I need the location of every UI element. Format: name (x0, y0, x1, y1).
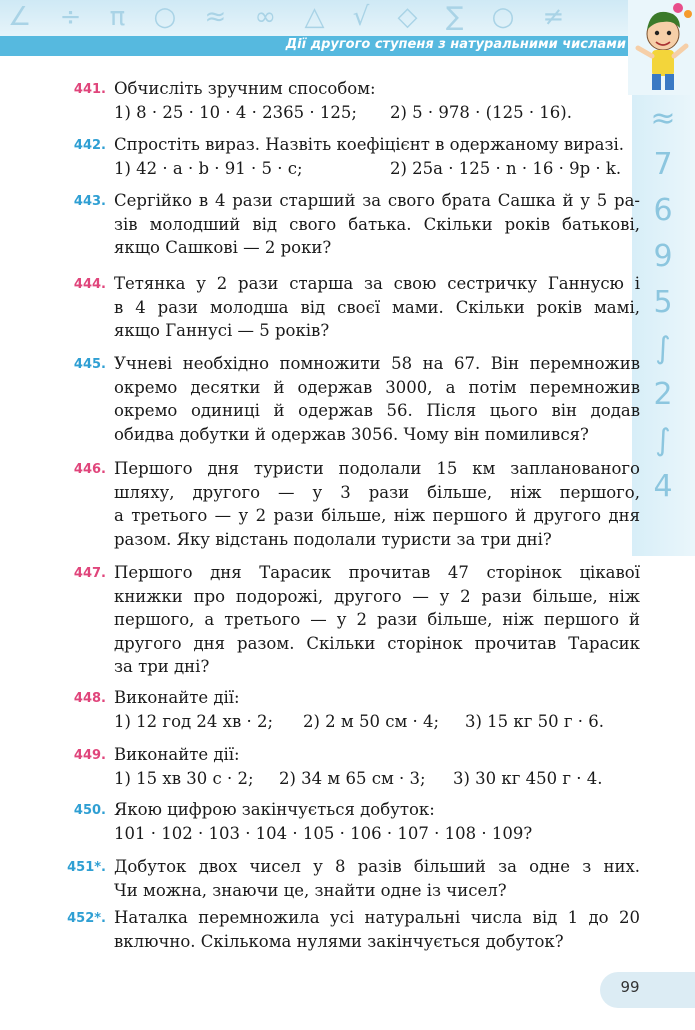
exercise-text-line: Добуток двох чисел у 8 разів більший за одне з них. (114, 857, 640, 876)
exercise-text-line: шляху, другого — у 3 рази більше, ніж першого, (114, 482, 640, 502)
part-1: 1) 12 год 24 хв · 2; (114, 711, 274, 731)
top-decorative-strip (0, 0, 695, 36)
exercise-text-line: Чи можна, знаючи це, знайти одне із чисел? (114, 880, 507, 900)
exercise-answer-line (114, 157, 640, 181)
exercise-text-line: якщо Ганнусі — 5 років? (114, 321, 330, 340)
exercise-text-line: Виконайте дії: (114, 688, 240, 707)
exercise-text-line: 101 · 102 · 103 · 104 · 105 · 106 · 107 · 108 · 109? (114, 823, 533, 843)
exercise-number: 443. (73, 194, 106, 209)
exercise-text-line: Спростіть вираз. Назвіть коефіцієнт в одержаному виразі. (114, 135, 625, 154)
section-title: Дії другого ступеня з натуральними числами (285, 37, 626, 52)
exercise-text-line: Якою цифрою закінчується добуток: (114, 800, 435, 819)
header-band (0, 36, 632, 56)
exercise-number: 446. (73, 462, 106, 477)
exercise-text-line: разом. Яку відстань подолали туристи за три дні? (114, 529, 552, 549)
part-2: 2) 5 · 978 · (125 · 16). (390, 102, 572, 122)
exercise-text-line: обидва добутки й одержав 3056. Чому він помилився? (114, 424, 589, 444)
exercise-text-line: Обчисліть зручним способом: (114, 79, 376, 98)
exercise-text-line: книжки про подорожі, другого — у 2 рази більше, ніж (114, 586, 640, 606)
exercise-text-line: якщо Сашкові — 2 роки? (114, 238, 332, 257)
exercise-number: 441. (73, 82, 106, 97)
exercise-number: 442. (73, 138, 106, 153)
exercise-text-line: Тетянка у 2 рази старша за свою сестричку Ганнусю і (114, 274, 640, 293)
exercise-number: 448. (73, 691, 106, 706)
exercise-number: 451*. (67, 860, 106, 875)
exercise-text-line: Учневі необхідно помножити 58 на 67. Він перемножив (114, 354, 640, 373)
exercise-text-line: Сергійко в 4 рази старший за свого брата Сашка й у 5 ра- (114, 191, 640, 210)
page-number: 99 (620, 978, 640, 996)
exercise-text-line: окремо десятки й одержав 3000, а потім перемножив (114, 377, 640, 397)
exercise-text-line: Першого дня туристи подолали 15 км запланованого (114, 459, 640, 478)
part-1: 1) 42 · a · b · 91 · 5 · c; (114, 158, 303, 178)
part-2: 2) 34 м 65 см · 3; (279, 768, 426, 788)
exercise-text-line: а третього — у 2 рази більше, ніж першого й другого дня (114, 506, 640, 525)
exercise-text-line: Виконайте дії: (114, 745, 240, 764)
part-2: 2) 25a · 125 · n · 16 · 9p · k. (390, 158, 622, 178)
exercise-text-line: в 4 рази молодша від своєї мами. Скільки років мамі, (114, 297, 640, 317)
part-1: 1) 8 · 25 · 10 · 4 · 2365 · 125; (114, 102, 357, 122)
exercise-text-line: включно. Скількома нулями закінчується добуток? (114, 931, 564, 951)
part-1: 1) 15 хв 30 с · 2; (114, 768, 254, 788)
exercise-answer-line (114, 767, 640, 791)
part-3: 3) 30 кг 450 г · 4. (453, 768, 603, 788)
exercise-text-line: Першого дня Тарасик прочитав 47 сторінок цікавої (114, 563, 640, 582)
exercise-number: 444. (73, 277, 106, 292)
exercise-number: 447. (73, 566, 106, 581)
part-3: 3) 15 кг 50 г · 6. (465, 711, 604, 731)
exercise-number: 450. (73, 803, 106, 818)
exercise-number: 452*. (67, 911, 106, 926)
exercise-answer-line (114, 101, 640, 125)
exercise-text-line: першого, а третього — у 2 рази більше, ніж першого й (114, 610, 640, 629)
math-doodles-decoration: ∠ ÷ π ○ ≈ ∞ △ √ ◇ ∑ ○ ≠ (8, 2, 575, 32)
exercise-number: 445. (73, 357, 106, 372)
exercise-text-line: окремо одиниці й одержав 56. Після цього він додав (114, 401, 640, 420)
number-doodles-decoration: ≈ 7 6 9 5 ∫ 2 ∫ 4 (650, 101, 676, 504)
exercise-text-line: зів молодший від свого батька. Скільки років батькові, (114, 214, 640, 234)
exercise-number: 449. (73, 748, 106, 763)
exercise-answer-line (114, 710, 640, 734)
right-decorative-strip (632, 36, 695, 556)
exercise-text-line: Наталка перемножила усі натуральні числа від 1 до 20 (114, 908, 640, 927)
exercise-text-line: другого дня разом. Скільки сторінок прочитав Тарасик (114, 633, 640, 653)
exercise-text-line: за три дні? (114, 657, 210, 676)
part-2: 2) 2 м 50 см · 4; (303, 711, 440, 731)
